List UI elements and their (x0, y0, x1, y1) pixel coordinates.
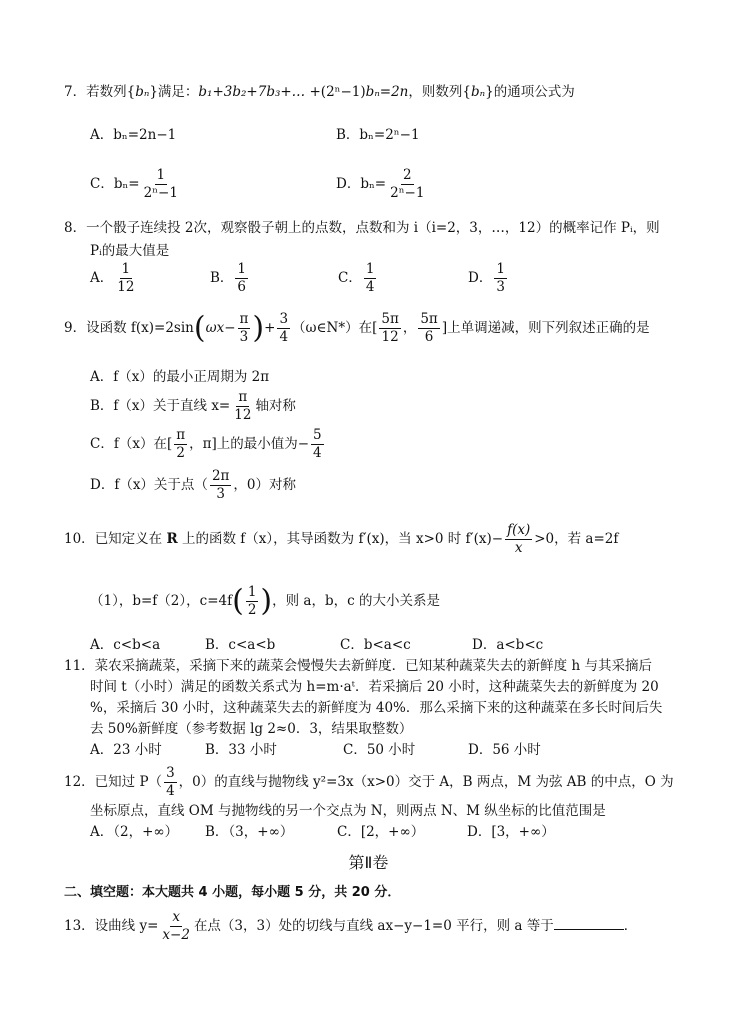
q7-number: 7． (64, 84, 87, 100)
q9-interval-end-numerator: 5π (420, 311, 438, 327)
q9-constant-fraction (277, 312, 290, 345)
q9-option-d (90, 469, 296, 502)
q9-pi-numerator: π (239, 311, 249, 327)
q8-option-b-denominator: 6 (237, 278, 247, 295)
q9-option-c (90, 428, 326, 461)
q9-option-c-value-numerator: 5 (313, 427, 322, 443)
q10-half-fraction (246, 585, 259, 618)
q9-pi-fraction (238, 312, 251, 345)
q8-option-d-label: D． (468, 269, 493, 286)
q13-stem-post: 在点（3，3）处的切线与直线 ax−y−1=0 平行，则 a 等于 (193, 917, 554, 934)
q13-denominator: x−2 (162, 926, 190, 943)
q10-real-set: R (166, 530, 178, 547)
q10-fraction (505, 523, 532, 556)
q10-line2-post: ，则 a，b，c 的大小关系是 (272, 592, 440, 609)
q10-fraction-numerator: f(x) (507, 522, 531, 538)
q7-option-c-label: C．bₙ= (90, 175, 140, 192)
q8-option-c-numerator: 1 (365, 261, 375, 277)
q9-option-d-denominator: 3 (216, 485, 225, 502)
q8-option-b (210, 262, 250, 295)
q9-option-b-fraction (232, 390, 253, 423)
q8-option-d-denominator: 3 (496, 278, 505, 295)
q9-option-c-pre: C．f（x）在[ (90, 435, 173, 452)
q11-stem-line1: 11．菜农采摘蔬菜，采摘下来的蔬菜会慢慢失去新鲜度．已知某种蔬菜失去的新鲜度 h 与其采摘后 (64, 658, 652, 674)
q10-half-numerator: 1 (247, 584, 257, 600)
q9-option-b-post: 轴对称 (255, 397, 296, 414)
q13-stem-end: ． (623, 917, 638, 934)
q8-option-b-numerator: 1 (237, 261, 247, 277)
q9-constant-denominator: 4 (279, 328, 289, 345)
q7-stem-mid: }满足： (149, 84, 199, 100)
q9-option-c-mid: ，π]上的最小值为− (189, 435, 310, 452)
q12-point-fraction (164, 766, 177, 799)
q11-stem-line2: 时间 t（小时）满足的函数关系式为 h=m·aᵗ．若采摘后 20 小时，这种蔬菜失去的新鲜度为 20 (90, 679, 659, 695)
q8-option-d-fraction (494, 262, 507, 295)
q10-option-d: D．a<b<c (472, 637, 544, 653)
q10-stem-post: >0，若 a=2f (534, 530, 619, 547)
q8-stem-line2: Pᵢ的最大值是 (90, 243, 170, 259)
q9-stem-post: ]上单调递减，则下列叙述正确的是 (441, 319, 650, 336)
q13-fraction (160, 910, 192, 943)
q9-option-b-denominator: 12 (234, 406, 252, 423)
q7-stem (64, 84, 575, 100)
q9-option-c-interval-denominator: 2 (176, 444, 185, 461)
q7-option-c-denominator: 2ⁿ−1 (143, 184, 178, 201)
q9-option-c-value-denominator: 4 (313, 444, 322, 461)
q8-option-b-label: B． (210, 269, 234, 286)
q10-stem-line2 (90, 585, 440, 618)
q9-interval-start-numerator: 5π (381, 311, 399, 327)
q12-point-denominator: 4 (166, 782, 175, 799)
q7-option-d (336, 168, 428, 201)
q8-option-a-fraction (115, 262, 136, 295)
q7-option-b: B．bₙ=2ⁿ−1 (336, 127, 420, 143)
q9-stem-pre: 设函数 f(x)=2sin (86, 319, 194, 336)
q13-numerator: x (172, 909, 180, 925)
q7-option-d-label: D．bₙ= (336, 175, 387, 192)
q10-stem-pre: 已知定义在 (94, 530, 167, 547)
section-heading: 二、填空题：本大题共 4 小题，每小题 5 分，共 20 分． (64, 885, 401, 900)
q9-option-d-numerator: 2π (211, 468, 230, 484)
q10-stem-mid: 上的函数 f（x），其导函数为 f′(x)，当 x>0 时 f′(x)− (177, 530, 504, 547)
q13-stem (64, 910, 637, 943)
q12-stem-post: ，0）的直线与抛物线 y²=3x（x>0）交于 A，B 两点，M 为弦 AB 的中点，O 为 (178, 773, 674, 790)
q7-option-c (90, 168, 182, 201)
q12-stem-pre: 12．已知过 P（ (64, 773, 163, 790)
q8-option-b-fraction (235, 262, 248, 295)
q13-stem-pre: 13．设曲线 y= (64, 917, 159, 934)
q12-option-d: D．[3，+∞） (467, 824, 555, 840)
q7-option-c-fraction (142, 168, 180, 201)
q9-constant-numerator: 3 (279, 311, 289, 327)
q7-stem-pre: 若数列{ (86, 84, 136, 100)
q9-number: 9． (64, 319, 87, 336)
q10-option-a: A．c<b<a (90, 637, 161, 653)
q9-option-a: A．f（x）的最小正周期为 2π (90, 369, 270, 385)
q9-option-c-value-fraction (311, 428, 324, 461)
q11-stem-line3: %，采摘后 30 小时，这种蔬菜失去的新鲜度为 40%．那么采摘下来的这种蔬菜在多长时间后失 (90, 700, 663, 716)
q9-interval-comma: ， (402, 319, 417, 336)
q10-number: 10． (64, 530, 95, 547)
q9-option-d-post: ，0）对称 (233, 476, 296, 493)
q9-interval-end-denominator: 6 (424, 328, 434, 345)
q12-point-numerator: 3 (166, 765, 175, 781)
q7-sum-end: bₙ=2n (365, 84, 409, 100)
q8-option-c-denominator: 4 (365, 278, 375, 295)
q10-stem-line1 (64, 523, 618, 556)
q9-option-b-numerator: π (238, 389, 248, 405)
q9-stem (64, 312, 650, 345)
q8-option-c-label: C． (338, 269, 362, 286)
q11-stem-line4: 去 50%新鲜度（参考数据 lg 2≈0．3，结果取整数） (90, 721, 413, 737)
q9-interval-start-denominator: 12 (381, 328, 399, 345)
q7-stem-post: ，则数列{ (408, 84, 471, 100)
q9-interval-start (379, 312, 400, 345)
section-title: 第Ⅱ卷 (348, 853, 389, 872)
q8-stem-line1: 8．一个骰子连续投 2次，观察骰子朝上的点数，点数和为 i（i=2，3，…，12）的概率记作 Pᵢ，则 (64, 220, 660, 236)
q9-argument: ωx− (205, 319, 236, 336)
q10-option-b: B．c<a<b (205, 637, 276, 653)
q8-option-c-fraction (364, 262, 377, 295)
q10-half-denominator: 2 (247, 601, 257, 618)
q9-condition: （ω∈N*）在[ (292, 319, 378, 336)
q11-option-c: C．50 小时 (343, 742, 416, 758)
q9-option-b-pre: B．f（x）关于直线 x= (90, 397, 231, 414)
q10-paren-close: ) (260, 583, 273, 619)
q8-option-a-label: A． (90, 269, 114, 286)
q7-power-term: (2ⁿ−1) (320, 84, 366, 100)
q9-option-b (90, 390, 296, 423)
q8-option-d (468, 262, 509, 295)
q12-option-a: A．（2，+∞） (90, 824, 179, 840)
q11-option-a: A．23 小时 (90, 742, 162, 758)
q12-stem-line1 (64, 766, 674, 799)
q11-option-d: D．56 小时 (468, 742, 541, 758)
q7-seq-symbol-2: bₙ (470, 84, 486, 100)
q7-option-d-denominator: 2ⁿ−1 (390, 184, 425, 201)
q8-option-a-numerator: 1 (121, 261, 131, 277)
q7-seq-symbol: bₙ (135, 84, 150, 100)
q12-option-b: B．（3，+∞） (205, 824, 294, 840)
q9-option-c-interval-fraction (174, 428, 187, 461)
q9-option-d-pre: D．f（x）关于点（ (90, 476, 208, 493)
q10-fraction-denominator: x (514, 539, 523, 556)
q7-option-d-fraction (388, 168, 426, 201)
q9-option-c-interval-numerator: π (176, 427, 186, 443)
q9-paren-close: ) (252, 310, 265, 346)
q10-option-c: C．b<a<c (340, 637, 411, 653)
q8-option-c (338, 262, 378, 295)
q9-pi-denominator: 3 (239, 328, 249, 345)
q9-paren-open: ( (193, 310, 206, 346)
q8-option-a-denominator: 12 (117, 278, 135, 295)
q10-line2-pre: （1），b=f（2），c=4f (90, 592, 233, 609)
q12-option-c: C．[2，+∞） (337, 824, 425, 840)
q9-option-d-fraction (210, 469, 231, 502)
q9-interval-end (418, 312, 439, 345)
q7-option-a: A．bₙ=2n−1 (90, 127, 177, 143)
q8-option-a (90, 262, 138, 295)
q7-option-c-numerator: 1 (156, 167, 166, 183)
q10-paren-open: ( (232, 583, 244, 619)
q7-stem-end: }的通项公式为 (485, 84, 575, 100)
q8-option-d-numerator: 1 (496, 261, 505, 277)
q12-stem-line2: 坐标原点，直线 OM 与抛物线的另一个交点为 N，则两点 N、M 纵坐标的比值范围是 (90, 803, 606, 819)
q9-plus: + (264, 319, 276, 336)
q11-option-b: B．33 小时 (205, 742, 277, 758)
q13-answer-blank[interactable] (554, 929, 624, 930)
q7-sum-start: b₁+3b₂+7b₃+… + (198, 84, 321, 100)
q7-option-d-numerator: 2 (403, 167, 412, 183)
